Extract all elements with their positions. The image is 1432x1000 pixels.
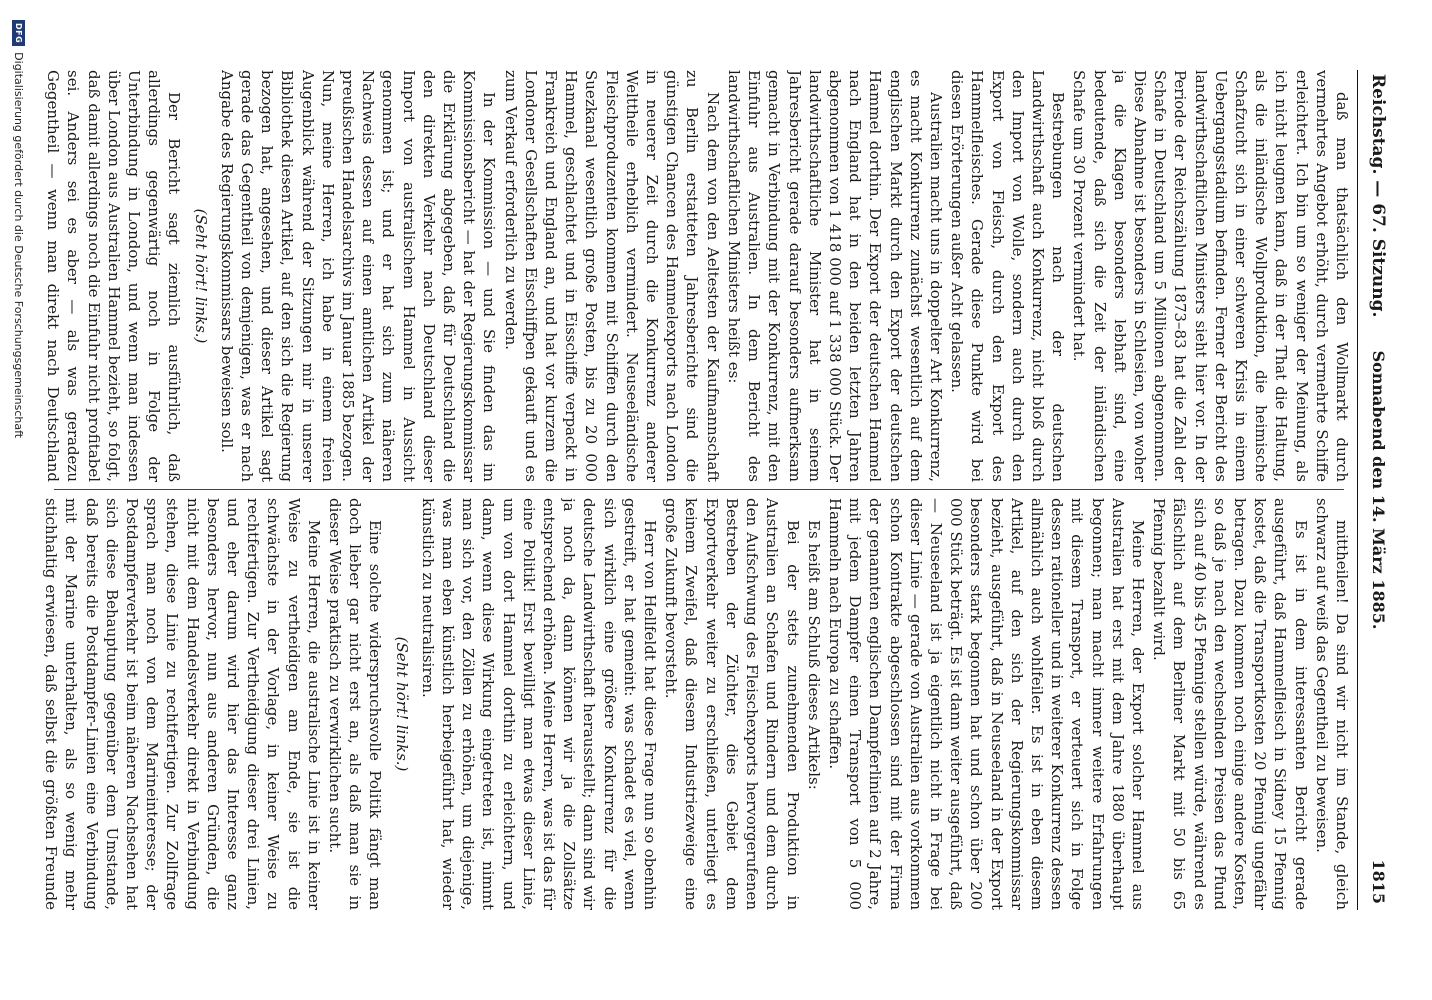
left-column <box>42 70 1352 482</box>
header-date: Sonnabend den 14. März 1885. <box>1369 350 1388 630</box>
paragraph: Meine Herren, die australische Linie ist in keiner Weise zu vertheidigen am Ende, sie ist die schwächste in der Vorlage, in keiner Weise zu rechtfertigen. Zur Vertheidigung dieser drei Linien, und eher darum wird hier das Interesse ganz besonders hervor, nun aus anderen Gründen, die nicht mit dem Handelsverkehr direkt in Verbindung stehen, diese Linie zu rechtfertigen. Zur Zollfrage sprach man noch von dem Marineinteresse; der Postdampferverkehr ist beim näheren Nachsehen hat sich diese Behauptung gegenüber dem Umstande, daß bereits die Postdampfer-Linien eine Verbindung mit der Marine unterhalten, als so wenig mehr stichhaltig erwiesen, daß selbst die größten Freunde <box>42 498 323 910</box>
digitization-credit: Digitalisierung gefördert durch die Deutsche Forschungsgemeinschaft <box>12 52 26 439</box>
page-number: 1815 <box>1369 859 1388 904</box>
paragraph: Es heißt am Schluß dieses Artikels: <box>804 520 823 790</box>
interjection: (Seht hört! links.) <box>191 208 210 344</box>
paragraph: Es ist in dem interessanten Bericht gerade ausgeführt, daß Hammelfleisch in Sidney 15 Pfennig kostet, daß die Transportkosten 20 Pfennig ungefähr betragen. Dazu kommen noch einige andere Kosten, so daß je nach den wechselnden Preisen das Pfund sich auf 40 bis 45 Pfennige stellen würde, während es fälschlich auf dem Berliner Markt mit 50 bis 65 Pfennig bezahlt wird. <box>1150 498 1310 910</box>
paragraph: In der Kommission — und Sie finden das im Kommissionsbericht — hat der Regierungskommissar die Erklärung abgegeben, daß für Deutschland die den direkten Verkehr nach Deutschland dieser Import von australischem Hammel in Aussicht genommen ist; und er hat sich zum näheren Nachweis dessen auf einen amtlichen Artikel der preußischen Handelsarchivs im Januar 1885 bezogen. Nun, meine Herren, ich habe in einem freien Augenblick während der Sitzungen mir in unserer Bibliothek diesen Artikel, auf den sich die Regierung bezogen hat, angesehen, und dieser Artikel sagt gerade das Gegentheil von demjenigen, was er nach Angabe des Regierungskommissars beweisen soll. <box>217 70 499 482</box>
paragraph: Eine solche widerspruchsvolle Politik fängt man doch lieber gar nicht erst an, als daß man sie in dieser Weise praktisch zu verwirklichen sucht. <box>326 498 385 910</box>
paragraph: mittheilen! Da sind wir nicht im Stande, gleich schwarz auf weiß das Gegentheil zu beweisen. <box>1312 498 1351 910</box>
paragraph: daß man thatsächlich den Wollmarkt durch vermehrtes Angebot erhöht, durch vermehrte Schiffe erleichtert. Ich bin um so weniger der Meinung, als ich nicht leugnen kann, daß in der That die Haltung, als die inländische Wollproduktion, die heimische Schafzucht sich in einer schweren Krisis in einem Uebergangsstadium befinden. Ferner der Bericht des landwirthschaftlichen Ministers sieht hier vor. In der Periode der Reichszählung 1873–83 hat die Zahl der Schafe in Deutschland um 5 Millionen abgenommen. Diese Abnahme ist besonders in Schlesien, von woher ja die Klagen besonders lebhaft sind, eine bedeutende, daß sich die Zeit der inländischen Schafe um 30 Prozent vermindert hat. <box>1070 70 1351 482</box>
paragraph: Australien macht uns in doppelter Art Konkurrenz, es macht Konkurrenz zunächst wesentlich auf dem englischen Markt durch den Export der deutschen Hammel dorthin. Der Export der deutschen Hammel nach England hat in den beiden letzten Jahren abgenommen von 1 418 000 auf 1 338 000 Stück. Der landwirthschaftliche Minister hat in seinem Jahresbericht gerade darauf besonders aufmerksam gemacht in Verbindung mit der Konkurrenz, mit den Einfuhr aus Australien. In dem Bericht des landwirthschaftlichen Ministers heißt es: <box>724 70 945 482</box>
interjection: (Seht hört! links.) <box>392 636 411 772</box>
paragraph: Der Bericht sagt ziemlich ausführlich, daß allerdings gegenwärtig noch in Folge der Unterbindung in London, und wenn man indessen über London aus Australien Hammel bezieht, so folgt, daß damit allerdings noch die Einfuhr nicht profitabel sei. Anders sei es aber — als was geradezu Gegentheil — wenn man direkt nach Deutschland <box>44 70 184 482</box>
column-divider <box>54 489 1344 490</box>
paragraph: Bei der stets zunehmenden Produktion in Australien an Schafen und Rindern und dem durch den Aufschwung des Fleischexports hervorgerufenen Bestreben der Züchter, dies Gebiet dem Exportverkehr weiter zu erschließen, unterliegt es keinem Zweifel, daß diesem Industriezweige eine große Zukunft bevorsteht. <box>662 498 802 910</box>
paragraph: Nach dem von den Aeltesten der Kaufmannschaft zu Berlin erstatteten Jahresberichte sind die günstigen Chancen des Hammelexports nach London in neuerer Zeit durch die Konkurrenz anderer Welttheile erheblich vermindert. Neuseeländische Fleischproduzenten kommen mit Schiffen durch den Suezkanal wesentlich große Posten, bis zu 20 000 Hammel, geschlachtet und in Eisschiffe verpackt in Frankreich und England an, und hat vor kurzem die Londoner Gesellschaften Eisschiffpen gekauft und es zum Verkauf erforderlich zu werden. <box>501 70 722 482</box>
header-title: Reichstag. — 67. Sitzung. <box>1368 74 1388 318</box>
paragraph: Bestrebungen nach der deutschen Landwirthschaft auch Konkurrenz, nicht bloß durch den Import von Wolle, sondern auch durch den Export von Fleisch, durch den Export des Hammelfleisches. Gerade diese Punkte wird bei diesen Erörterungen außer Acht gelassen. <box>948 70 1068 482</box>
dfg-logo-icon: DFG <box>13 20 26 46</box>
paragraph: Herr von Hellfeldt hat diese Frage nun so obenhin gestreift, er hat gemeint: was schadet es viel, wenn sich wirklich eine größere Konkurrenz für die deutsche Landwirthschaft herausstellt; dann sind wir ja noch da, dann können wir ja die Zollsätze entsprechend erhöhen. Meine Herren, was ist das für eine Politik! Erst bewilligt man etwas dieser Linie, um von dort Hammel dorthin zu erleichtern, und dann, wenn diese Wirkung eingetreten ist, nimmt man sich vor, den Zöllen zu erhöhen, um diejenige, was man eben künstlich herbeigeführt hat, wieder künstlich zu neutralisiren. <box>418 498 660 910</box>
paragraph: Meine Herren, der Export solcher Hammel aus Australien hat erst mit dem Jahre 1880 überhaupt begonnen; man macht immer weitere Erfahrungen mit diesem Transport, er verteuert sich in Folge dessen rationeller und in weiterer Konkurrenz dessen allmählich auch wohlfeiler. Es ist in eben diesem Artikel, auf den sich der Regierungskommissar bezieht, ausgeführt, daß in Neuseeland in der Export besonders stark begonnen hat und schon über 200 000 Stück beträgt. Es ist dann weiter ausgeführt, daß — Neuseeland ist ja eigentlich nicht in Frage bei dieser Linie — gerade von Australien aus vorkommen schon Kontrakte abgeschlossen sind mit der Firma der genannten englischen Dampferlinien auf 2 Jahre, mit jedem Dampfer einen Transport von 5 000 Hammeln nach Europa zu schaffen. <box>825 498 1147 910</box>
digitization-footer <box>4 20 34 980</box>
page-header <box>1357 70 1394 910</box>
right-column <box>42 498 1352 910</box>
